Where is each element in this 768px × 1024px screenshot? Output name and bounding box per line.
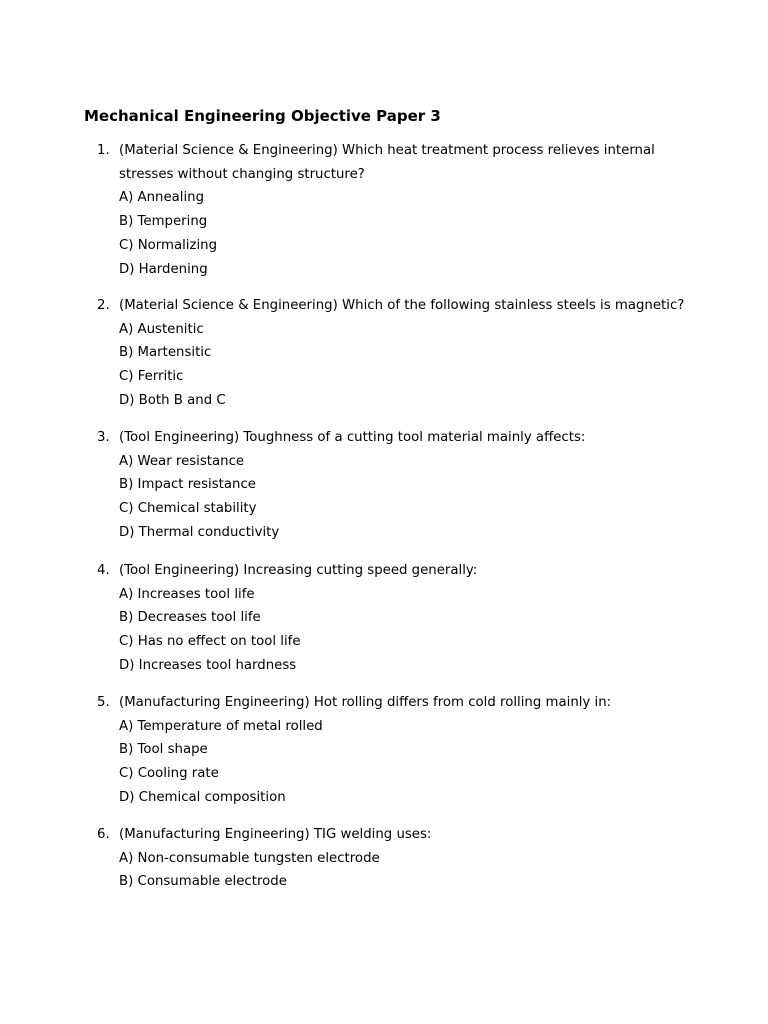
option-b: B) Tempering [119,214,208,230]
question-number: 3. [97,430,110,445]
option-b: B) Decreases tool life [119,610,261,626]
question-stem: (Tool Engineering) Toughness of a cutting tool material mainly affects: [119,430,586,445]
option-d: D) Thermal conductivity [119,524,280,540]
option-a: A) Annealing [119,190,205,206]
option-b: B) Impact resistance [119,477,256,493]
option-c: C) Chemical stability [119,501,257,517]
question-number: 4. [97,563,110,578]
question-number: 1. [97,143,110,158]
question-body [119,426,689,545]
question-body [119,294,689,413]
question-body [119,139,689,281]
option-a: A) Non-consumable tungsten electrode [119,850,380,866]
option-a: A) Increases tool life [119,586,255,602]
question-number: 5. [97,695,110,710]
option-c: C) Has no effect on tool life [119,634,301,650]
question-body [119,691,689,810]
question-body [119,559,689,678]
option-b: B) Martensitic [119,345,212,361]
option-d: D) Hardening [119,261,208,277]
option-d: D) Chemical composition [119,789,286,805]
option-a: A) Temperature of metal rolled [119,718,323,734]
option-c: C) Normalizing [119,237,218,253]
option-d: D) Both B and C [119,392,226,408]
option-c: C) Ferritic [119,369,184,385]
option-c: C) Cooling rate [119,766,219,782]
question-number: 2. [97,298,110,313]
question-number: 6. [97,827,110,842]
question-stem: (Manufacturing Engineering) Hot rolling differs from cold rolling mainly in: [119,695,612,710]
page-title: Mechanical Engineering Objective Paper 3 [84,107,441,125]
question-stem: (Manufacturing Engineering) TIG welding uses: [119,827,432,842]
option-b: B) Consumable electrode [119,874,287,890]
question-body [119,823,689,894]
option-a: A) Wear resistance [119,453,245,469]
question-stem: (Tool Engineering) Increasing cutting speed generally: [119,563,478,578]
option-a: A) Austenitic [119,321,204,337]
question-stem: (Material Science & Engineering) Which heat treatment process relieves internal stresses without changing structure? [119,143,655,182]
option-d: D) Increases tool hardness [119,657,297,673]
option-b: B) Tool shape [119,742,208,758]
question-stem: (Material Science & Engineering) Which of the following stainless steels is magnetic? [119,298,685,313]
